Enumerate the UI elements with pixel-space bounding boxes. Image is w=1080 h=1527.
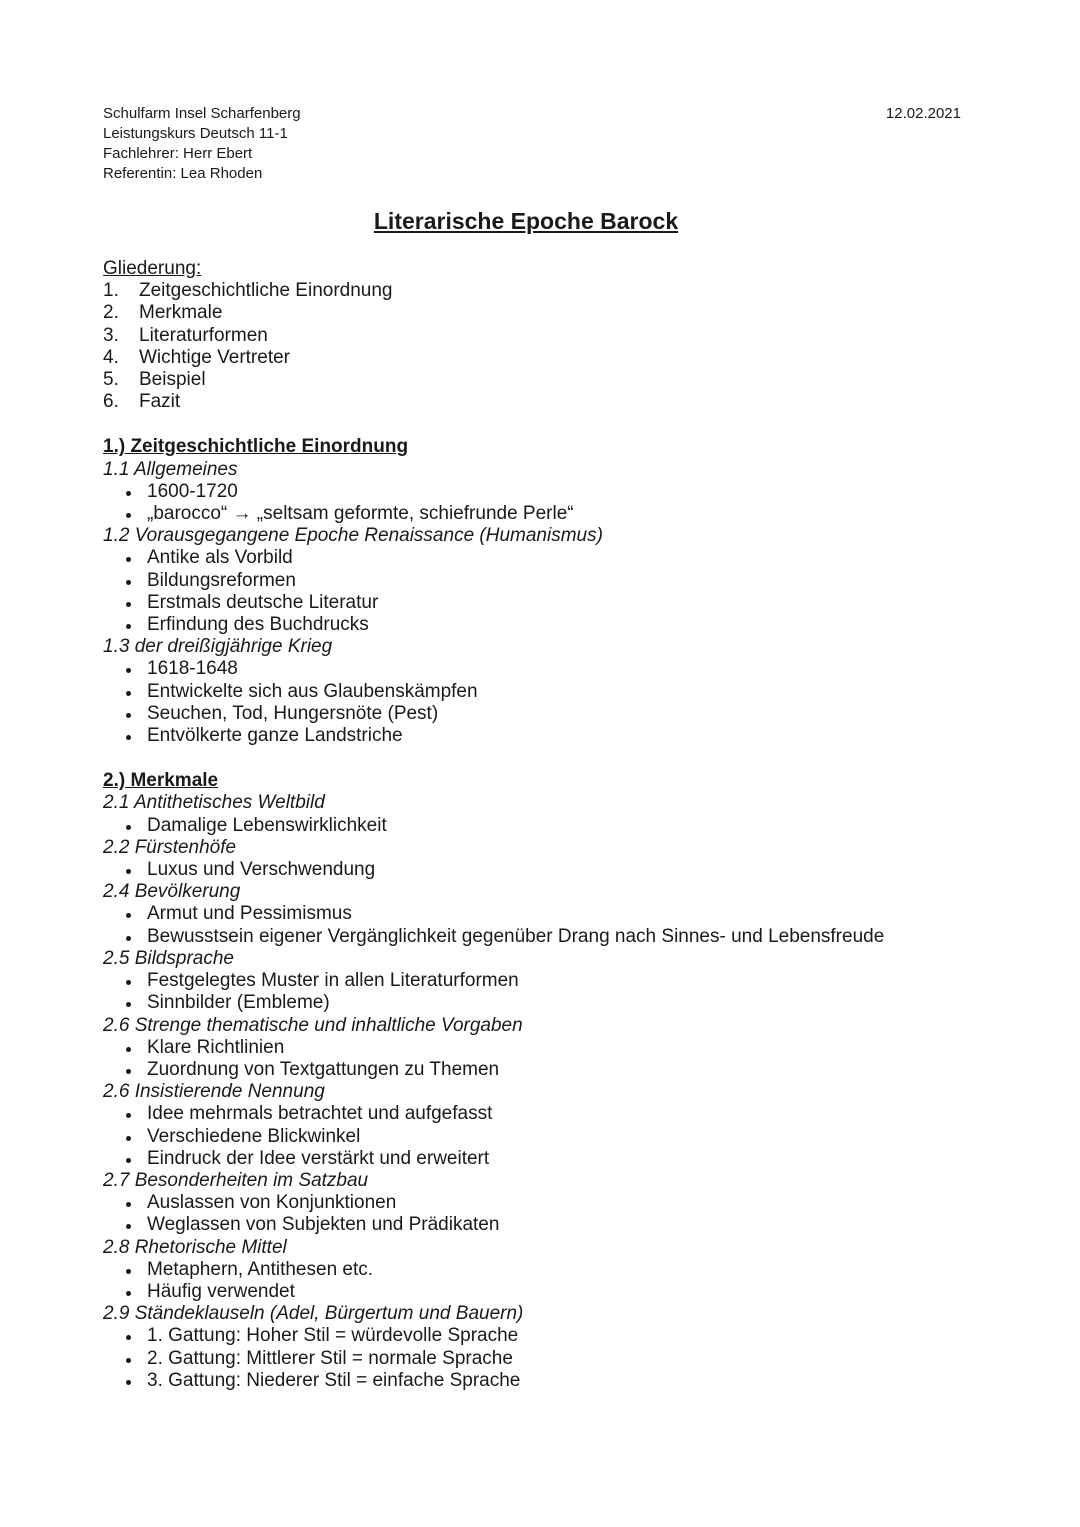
outline-item-text: Beispiel bbox=[139, 369, 206, 391]
bullet-item: Erfindung des Buchdrucks bbox=[103, 614, 983, 636]
bullet-item: Damalige Lebenswirklichkeit bbox=[103, 815, 983, 837]
outline-item-number: 6. bbox=[103, 391, 119, 413]
subsection-heading: 2.6 Strenge thematische und inhaltliche Vorgaben bbox=[103, 1014, 523, 1036]
subsection-heading: 2.7 Besonderheiten im Satzbau bbox=[103, 1169, 369, 1191]
bullet-item: 2. Gattung: Mittlerer Stil = normale Sprache bbox=[103, 1348, 983, 1370]
subsection-heading: 2.6 Insistierende Nennung bbox=[103, 1081, 325, 1103]
outline-item bbox=[103, 325, 983, 347]
bullet-item: Weglassen von Subjekten und Prädikaten bbox=[103, 1214, 983, 1236]
bullet-item: Festgelegtes Muster in allen Literaturformen bbox=[103, 970, 983, 992]
section-heading: 1.) Zeitgeschichtliche Einordnung bbox=[103, 436, 409, 458]
outline-item-number: 3. bbox=[103, 324, 119, 346]
bullet-item: Klare Richtlinien bbox=[103, 1037, 983, 1059]
outline-item-number: 4. bbox=[103, 346, 119, 368]
bullet-item: Sinnbilder (Embleme) bbox=[103, 992, 983, 1014]
outline-item bbox=[103, 391, 983, 413]
bullet-item: Bildungsreformen bbox=[103, 570, 983, 592]
outline-item bbox=[103, 302, 983, 324]
bullet-item: 1. Gattung: Hoher Stil = würdevolle Sprache bbox=[103, 1325, 983, 1347]
bullet-item: Entvölkerte ganze Landstriche bbox=[103, 725, 983, 747]
outline-item-text: Zeitgeschichtliche Einordnung bbox=[139, 280, 393, 302]
bullet-item: Armut und Pessimismus bbox=[103, 903, 983, 925]
bullet-item: Auslassen von Konjunktionen bbox=[103, 1192, 983, 1214]
outline-item bbox=[103, 369, 983, 391]
subsection-heading: 1.1 Allgemeines bbox=[103, 458, 238, 480]
header-line-presenter: Referentin: Lea Rhoden bbox=[103, 165, 263, 182]
outline-item-number: 5. bbox=[103, 369, 119, 391]
subsection-heading: 2.8 Rhetorische Mittel bbox=[103, 1236, 287, 1258]
document-date: 12.02.2021 bbox=[885, 105, 961, 122]
outline-item-text: Fazit bbox=[139, 391, 181, 413]
outline-item bbox=[103, 347, 983, 369]
subsection-heading: 2.4 Bevölkerung bbox=[103, 881, 241, 903]
outline-heading: Gliederung: bbox=[103, 258, 202, 279]
outline-item-text: Wichtige Vertreter bbox=[139, 346, 290, 368]
outline-item-text: Literaturformen bbox=[139, 324, 268, 346]
bullet-item: Metaphern, Antithesen etc. bbox=[103, 1259, 983, 1281]
bullet-item: Häufig verwendet bbox=[103, 1281, 983, 1303]
bullet-item: Entwickelte sich aus Glaubenskämpfen bbox=[103, 681, 983, 703]
bullet-item: 3. Gattung: Niederer Stil = einfache Sprache bbox=[103, 1370, 983, 1392]
header-line-course: Leistungskurs Deutsch 11-1 bbox=[103, 125, 288, 142]
subsection-heading: 2.5 Bildsprache bbox=[103, 947, 234, 969]
bullet-item: Idee mehrmals betrachtet und aufgefasst bbox=[103, 1103, 983, 1125]
bullet-item: Erstmals deutsche Literatur bbox=[103, 592, 983, 614]
section-merkmale bbox=[103, 770, 983, 1392]
bullet-item: „barocco“ → „seltsam geformte, schiefrunde Perle“ bbox=[103, 503, 983, 525]
section-zeitgeschichte bbox=[103, 436, 983, 747]
subsection-heading: 2.9 Ständeklauseln (Adel, Bürgertum und Bauern) bbox=[103, 1303, 524, 1325]
document-content bbox=[103, 258, 983, 1392]
spacer bbox=[103, 747, 983, 770]
outline-item-number: 1. bbox=[103, 280, 119, 302]
bullet-item: Verschiedene Blickwinkel bbox=[103, 1126, 983, 1148]
bullet-item: 1618-1648 bbox=[103, 658, 983, 680]
bullet-item: Bewusstsein eigener Vergänglichkeit gegenüber Drang nach Sinnes- und Lebensfreude bbox=[103, 926, 983, 948]
outline-item-text: Merkmale bbox=[139, 302, 223, 324]
section-heading: 2.) Merkmale bbox=[103, 770, 219, 792]
outline bbox=[103, 258, 983, 413]
bullet-item: Seuchen, Tod, Hungersnöte (Pest) bbox=[103, 703, 983, 725]
subsection-heading: 2.2 Fürstenhöfe bbox=[103, 836, 237, 858]
subsection-heading: 2.1 Antithetisches Weltbild bbox=[103, 792, 325, 814]
bullet-item: Antike als Vorbild bbox=[103, 547, 983, 569]
outline-item bbox=[103, 280, 983, 302]
header-line-school: Schulfarm Insel Scharfenberg bbox=[103, 105, 301, 122]
school-header bbox=[103, 104, 301, 184]
subsection-heading: 1.2 Vorausgegangene Epoche Renaissance (Humanismus) bbox=[103, 525, 603, 547]
bullet-item: Zuordnung von Textgattungen zu Themen bbox=[103, 1059, 983, 1081]
spacer bbox=[103, 413, 983, 436]
header-line-teacher: Fachlehrer: Herr Ebert bbox=[103, 145, 253, 162]
subsection-heading: 1.3 der dreißigjährige Krieg bbox=[103, 636, 333, 658]
bullet-item: Eindruck der Idee verstärkt und erweitert bbox=[103, 1148, 983, 1170]
document-title: Literarische Epoche Barock bbox=[373, 208, 679, 234]
bullet-item: 1600-1720 bbox=[103, 481, 983, 503]
outline-item-number: 2. bbox=[103, 302, 119, 324]
bullet-item: Luxus und Verschwendung bbox=[103, 859, 983, 881]
